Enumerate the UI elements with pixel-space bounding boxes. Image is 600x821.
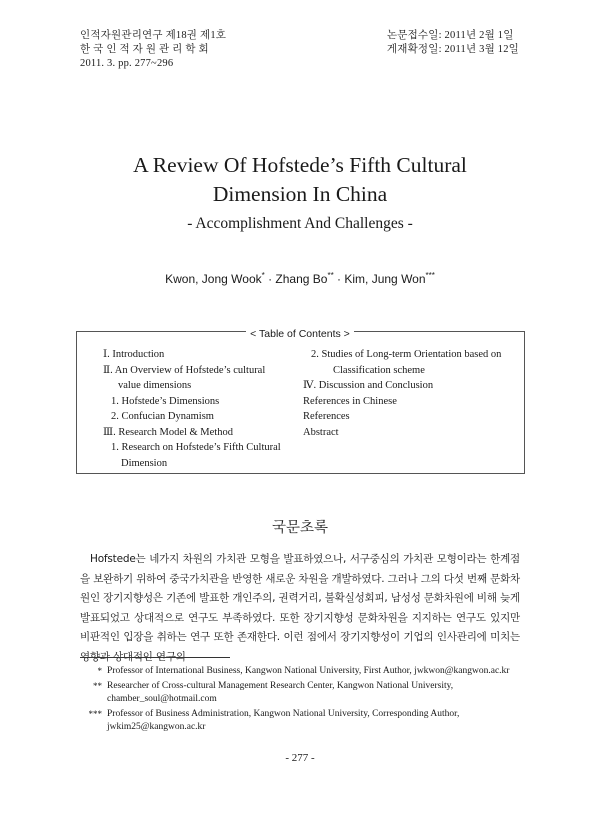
author-separator: · [333, 272, 345, 286]
footnote [80, 708, 520, 735]
toc-item: 1. Research on Hofstede’s Fifth Cultural [111, 442, 281, 453]
author-1-mark: * [261, 271, 265, 280]
toc-item: Classification scheme [333, 364, 425, 376]
footnote [80, 680, 520, 707]
footnote-text: Professor of International Business, Kangwon National University, First Author, jwkwon@kangwon.ac.kr [107, 666, 510, 676]
submission-dates [387, 29, 519, 57]
journal-volume: 인적자원관리연구 제18권 제1호 [80, 30, 227, 41]
page-number: - 277 - [285, 752, 315, 764]
toc-item: 2. Studies of Long-term Orientation based on [311, 349, 502, 360]
footnote-text: Professor of Business Administration, Kangwon National University, Corresponding Author, jwkim25@kangwon.ac.kr [107, 708, 460, 732]
toc-item: 2. Confucian Dynamism [111, 411, 214, 422]
footnotes [80, 665, 520, 736]
footnote-mark: * [97, 666, 102, 676]
toc-left-column [103, 347, 303, 471]
author-2: Zhang Bo [275, 272, 328, 286]
toc-item: Ⅲ. Research Model & Method [103, 426, 233, 438]
abstract-paragraph: Hofstede는 네가지 차원의 가치관 모형을 발표하였으나, 서구중심의 가치관 모형이라는 한계점을 보완하기 위하여 중국가치관을 반영한 새로운 차원을 개발하였다. 그러나 그의 다섯 번째 문화차원인 장기지향성은 기존에 발표한 개인주의, 권력거리, 불확실성회피, 남성성 문화차원에 비해 늦게 발표되었고 상대적으로 연구도 부족하였다. 또한 장기지향성 문화차원을 지지하는 연구도 있지만 비판적인 입장을 취하는 연구 또한 존재한다. 이런 점에서 장기지향성이 기업의 인사관리에 미치는 영향과 상대적인 연구의 [80, 553, 520, 663]
korean-abstract-heading: 국문초록 [271, 520, 329, 536]
footnote-text: Researcher of Cross-cultural Management Research Center, Kangwon National University, chamber_soul@hotmail.com [107, 680, 454, 704]
footnote-mark: *** [88, 708, 102, 719]
toc-item: References [303, 411, 350, 422]
footnote [80, 665, 520, 679]
author-line [0, 271, 600, 286]
toc-heading [0, 324, 600, 342]
toc-item: 1. Hofstede’s Dimensions [111, 395, 220, 407]
journal-info [80, 29, 226, 71]
toc-item: Ⅳ. Discussion and Conclusion [303, 380, 434, 391]
author-3-mark: *** [425, 271, 435, 280]
author-2-mark: ** [327, 271, 334, 280]
toc-item: Ⅰ. Introduction [103, 349, 165, 360]
author-separator: · [264, 272, 276, 286]
journal-society: 한 국 인 적 자 원 관 리 학 회 [80, 44, 209, 55]
footnote-mark: ** [93, 680, 102, 691]
toc-item: value dimensions [118, 380, 192, 391]
journal-pages: 2011. 3. pp. 277~296 [80, 58, 174, 69]
toc-item: References in Chinese [303, 395, 397, 407]
paper-title-line-2: Dimension In China [212, 182, 388, 206]
accepted-date: 게재확정일: 2011년 3월 12일 [386, 44, 519, 55]
paper-title-line-1: A Review Of Hofstede’s Fifth Cultural [133, 153, 467, 177]
received-date: 논문접수일: 2011년 2월 1일 [386, 30, 514, 41]
paper-subtitle: - Accomplishment And Challenges - [187, 215, 413, 232]
footnote-divider [80, 657, 230, 658]
toc-right-column [303, 347, 518, 440]
korean-abstract-body [80, 550, 520, 667]
toc-item: Abstract [303, 426, 339, 438]
toc-item: Dimension [121, 457, 168, 469]
author-3: Kim, Jung Won [344, 272, 426, 286]
toc-item: Ⅱ. An Overview of Hofstede’s cultural [103, 364, 266, 376]
toc-heading-label: < Table of Contents > [246, 328, 354, 340]
author-1: Kwon, Jong Wook [165, 272, 262, 286]
